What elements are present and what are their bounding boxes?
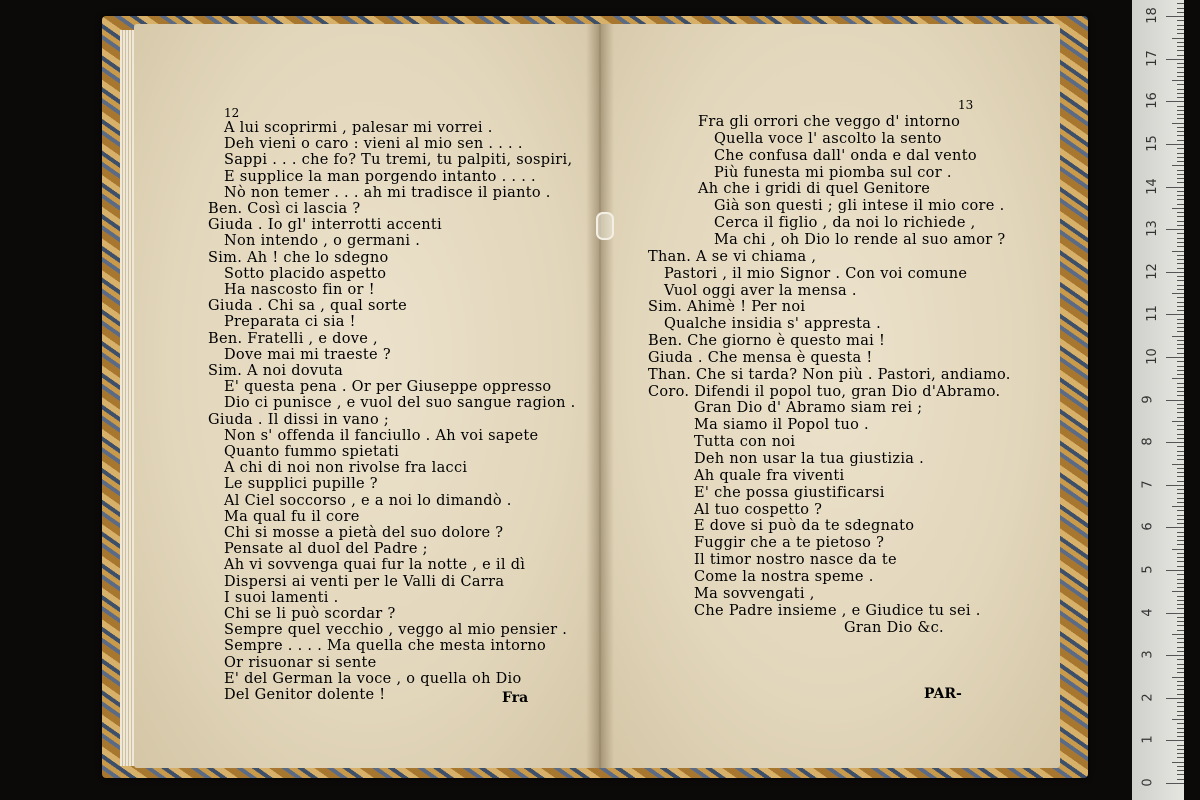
ruler-tick (1177, 638, 1184, 639)
ruler-tick (1172, 719, 1184, 720)
ruler-tick (1166, 357, 1184, 358)
ruler-tick (1177, 216, 1184, 217)
ruler-tick (1177, 374, 1184, 375)
ruler-tick (1177, 536, 1184, 537)
ruler-tick (1166, 272, 1184, 273)
ruler-tick (1177, 289, 1184, 290)
catchword-left: Fra (502, 690, 529, 706)
left-page-text-line: Preparata ci sia ! (224, 314, 356, 331)
left-page-text-line: Chi se li può scordar ? (224, 606, 396, 622)
ruler-tick (1172, 251, 1184, 252)
ruler-tick (1172, 38, 1184, 39)
ruler-label: 18 (1144, 7, 1160, 24)
ruler-tick (1177, 681, 1184, 682)
ruler-label: 13 (1144, 220, 1160, 237)
left-page-text-line: Ben. Così ci lascia ? (208, 201, 361, 217)
ruler-tick (1177, 89, 1184, 90)
left-page-text-line: Ben. Fratelli , e dove , (208, 330, 378, 347)
ruler-tick (1177, 557, 1184, 558)
ruler-tick (1177, 502, 1184, 503)
ruler-tick (1177, 383, 1184, 384)
left-page-text-line: Le supplici pupille ? (224, 476, 378, 493)
right-page-text-line: Tutta con noi (694, 434, 796, 451)
ruler-tick (1177, 391, 1184, 392)
ruler-tick (1172, 336, 1184, 337)
left-page-text-line: A lui scoprirmi , palesar mi vorrei . (224, 120, 493, 136)
ruler-tick (1177, 608, 1184, 609)
left-page-text-line: Sotto placido aspetto (224, 265, 387, 282)
right-page-text-line: Che confusa dall' onda e dal vento (714, 147, 977, 164)
ruler-tick (1177, 596, 1184, 597)
ruler-tick (1166, 16, 1184, 17)
ruler-tick (1177, 106, 1184, 107)
right-page-text-line: Deh non usar la tua giustizia . (694, 451, 925, 467)
ruler-tick (1166, 144, 1184, 145)
ruler-tick (1177, 600, 1184, 601)
ruler-tick (1177, 285, 1184, 286)
right-page-text-line: Fra gli orrori che veggo d' intorno (698, 114, 961, 130)
ruler-tick (1177, 642, 1184, 643)
ruler-tick (1177, 715, 1184, 716)
ruler-tick (1177, 20, 1184, 21)
ruler-tick (1177, 191, 1184, 192)
ruler-tick (1177, 280, 1184, 281)
ruler-label: 4 (1140, 607, 1156, 617)
right-page-text-line: Ma sovvengati , (694, 585, 815, 602)
ruler-label: 8 (1140, 437, 1156, 446)
ruler-tick (1177, 148, 1184, 149)
right-page-text-line: Giuda . Che mensa è questa ! (648, 349, 873, 366)
ruler-tick (1177, 361, 1184, 362)
left-page-text-line: Sempre quel vecchio , veggo al mio pensier . (224, 622, 568, 639)
ruler-label: 10 (1144, 348, 1160, 365)
ruler-tick (1177, 736, 1184, 737)
left-page-text-line: A chi di noi non rivolse fra lacci (224, 460, 468, 477)
ruler-tick (1172, 165, 1184, 166)
ruler-tick (1177, 161, 1184, 162)
ruler-label: 6 (1140, 522, 1156, 532)
ruler-tick (1177, 353, 1184, 354)
ruler-label: 7 (1140, 480, 1156, 489)
ruler-tick (1177, 451, 1184, 452)
left-page-text-line: Giuda . Chi sa , qual sorte (208, 298, 408, 315)
ruler-tick (1177, 225, 1184, 226)
ruler-tick (1177, 438, 1184, 439)
ruler-tick (1177, 429, 1184, 430)
ruler-tick (1177, 370, 1184, 371)
ruler-tick (1177, 348, 1184, 349)
ruler-tick (1177, 135, 1184, 136)
ruler-label: 1 (1140, 735, 1156, 745)
ruler-tick (1177, 702, 1184, 703)
ruler-tick (1177, 255, 1184, 256)
page-number-right: 13 (958, 98, 974, 112)
ruler-tick (1177, 770, 1184, 771)
ruler-tick (1177, 493, 1184, 494)
ruler-tick (1166, 570, 1184, 571)
ruler-tick (1177, 195, 1184, 196)
ruler-tick (1166, 442, 1184, 443)
left-page-text-line: Non intendo , o germani . (224, 233, 421, 250)
right-page-text-line: Vuol oggi aver la mensa . (664, 282, 857, 299)
ruler-tick (1166, 655, 1184, 656)
ruler-tick (1177, 178, 1184, 179)
left-page-text-line: Sim. A noi dovuta (208, 363, 344, 379)
ruler-tick (1177, 331, 1184, 332)
ruler-tick (1177, 306, 1184, 307)
ruler-tick (1177, 711, 1184, 712)
right-page-text-line: Fuggir che a te pietoso ? (694, 535, 885, 552)
ruler-tick (1177, 481, 1184, 482)
ruler-tick (1177, 170, 1184, 171)
ruler-tick (1177, 319, 1184, 320)
ruler-tick (1177, 753, 1184, 754)
ruler-tick (1177, 46, 1184, 47)
ruler-tick (1166, 527, 1184, 528)
ruler-tick (1177, 553, 1184, 554)
ruler-tick (1177, 182, 1184, 183)
ruler-tick (1172, 677, 1184, 678)
ruler-tick (1177, 647, 1184, 648)
ruler-tick (1177, 574, 1184, 575)
ruler-tick (1177, 757, 1184, 758)
left-page-text-line: Giuda . Il dissi in vano ; (208, 411, 390, 428)
ruler-tick (1177, 259, 1184, 260)
ruler-tick (1177, 310, 1184, 311)
ruler-tick (1166, 101, 1184, 102)
ruler-tick (1177, 489, 1184, 490)
ruler-tick (1177, 498, 1184, 499)
left-page-text-line: Giuda . Io gl' interrotti accenti (208, 217, 442, 234)
ruler-tick (1172, 421, 1184, 422)
ruler-tick (1177, 425, 1184, 426)
ruler-tick (1166, 740, 1184, 741)
ruler-tick (1177, 515, 1184, 516)
ruler-tick (1172, 293, 1184, 294)
ruler-tick (1166, 698, 1184, 699)
ruler-tick (1177, 617, 1184, 618)
ruler-tick (1177, 417, 1184, 418)
ruler-tick (1177, 221, 1184, 222)
right-page-text-line: Ma siamo il Popol tuo . (694, 417, 869, 434)
left-page-text-line: Dove mai mi traeste ? (224, 346, 391, 363)
ruler-tick (1177, 434, 1184, 435)
ruler-label: 2 (1140, 693, 1156, 702)
ruler-tick (1177, 408, 1184, 409)
ruler-tick (1177, 153, 1184, 154)
ruler-tick (1177, 523, 1184, 524)
ruler-tick (1177, 672, 1184, 673)
ruler-tick (1172, 591, 1184, 592)
ruler-tick (1177, 774, 1184, 775)
ruler-tick (1177, 323, 1184, 324)
right-page-text-line: Than. Che si tarda? Non più . Pastori, andiamo. (648, 366, 1011, 383)
ruler-tick (1177, 63, 1184, 64)
ruler-tick (1172, 80, 1184, 81)
ruler-label: 12 (1144, 263, 1160, 280)
right-page-text-line: Coro. Difendi il popol tuo, gran Dio d'Abramo. (648, 383, 1001, 400)
ruler-tick (1166, 229, 1184, 230)
ruler-tick (1177, 604, 1184, 605)
ruler-tick (1177, 779, 1184, 780)
ruler-tick (1166, 400, 1184, 401)
ruler-tick (1177, 50, 1184, 51)
measuring-ruler (1132, 0, 1184, 800)
left-page-text-line: Nò non temer . . . ah mi tradisce il pianto . (224, 184, 551, 201)
right-page-text-line: E dove si può da te sdegnato (694, 518, 915, 535)
right-page-text-line: Più funesta mi piomba sul cor . (714, 164, 952, 181)
ruler-label: 0 (1140, 778, 1156, 787)
page-number-left: 12 (224, 106, 240, 120)
ruler-tick (1177, 723, 1184, 724)
ruler-tick (1177, 621, 1184, 622)
ruler-label: 3 (1140, 650, 1156, 659)
ruler-tick (1177, 476, 1184, 477)
ruler-tick (1177, 446, 1184, 447)
right-page-text-line: Gran Dio &c. (844, 619, 944, 636)
ruler-tick (1177, 131, 1184, 132)
ruler-tick (1177, 76, 1184, 77)
ruler-tick (1177, 67, 1184, 68)
left-page-text-line: Dispersi ai venti per le Valli di Carra (224, 573, 505, 590)
right-page-text-line: Ah che i gridi di quel Genitore (698, 181, 931, 198)
ruler-tick (1177, 387, 1184, 388)
ruler-tick (1177, 302, 1184, 303)
ruler-tick (1177, 246, 1184, 247)
ruler-tick (1172, 762, 1184, 763)
ruler-tick (1177, 276, 1184, 277)
ruler-tick (1177, 366, 1184, 367)
ruler-tick (1177, 412, 1184, 413)
right-page-text-line: Che Padre insieme , e Giudice tu sei . (694, 602, 981, 619)
right-page-text-line: Pastori , il mio Signor . Con voi comune (664, 265, 968, 282)
left-page-text-line: Ah vi sovvenga quai fur la notte , e il dì (224, 557, 526, 574)
ruler-tick (1177, 327, 1184, 328)
ruler-tick (1166, 783, 1184, 784)
ruler-tick (1177, 212, 1184, 213)
ruler-tick (1177, 625, 1184, 626)
left-page-text-line: Sim. Ah ! che lo sdegno (208, 249, 389, 266)
right-page-text-line: Sim. Ahimè ! Per noi (648, 299, 806, 316)
ruler-tick (1177, 540, 1184, 541)
ruler-tick (1177, 140, 1184, 141)
ruler-tick (1177, 685, 1184, 686)
left-page-text-line: Dio ci punisce , e vuol del suo sangue ragion . (224, 395, 576, 412)
ruler-tick (1177, 84, 1184, 85)
ruler-tick (1177, 651, 1184, 652)
ruler-tick (1177, 583, 1184, 584)
ruler-tick (1177, 749, 1184, 750)
ruler-tick (1177, 544, 1184, 545)
right-page-text-line: Cerca il figlio , da noi lo richiede , (714, 215, 976, 232)
ruler-tick (1177, 395, 1184, 396)
left-page-text-line: Or risuonar si sente (224, 654, 377, 671)
ruler-tick (1177, 689, 1184, 690)
left-page-text-line: Sappi . . . che fo? Tu tremi, tu palpiti, sospiri, (224, 152, 573, 169)
ruler-tick (1177, 55, 1184, 56)
left-page-text-line: Quanto fummo spietati (224, 444, 400, 460)
ruler-tick (1177, 114, 1184, 115)
ruler-tick (1177, 297, 1184, 298)
ruler-tick (1177, 766, 1184, 767)
ruler-tick (1177, 268, 1184, 269)
left-page-text-line: Al Ciel soccorso , e a noi lo dimandò . (224, 492, 512, 509)
ruler-tick (1177, 110, 1184, 111)
left-page-text-line: Ha nascosto fin or ! (224, 282, 375, 298)
ruler-tick (1177, 519, 1184, 520)
ruler-tick (1177, 199, 1184, 200)
left-page-text-line: Chi si mosse a pietà del suo dolore ? (224, 525, 504, 541)
ruler-label: 15 (1144, 135, 1160, 152)
ruler-tick (1177, 12, 1184, 13)
ruler-tick (1177, 630, 1184, 631)
ruler-tick (1177, 706, 1184, 707)
ruler-tick (1177, 118, 1184, 119)
ruler-tick (1177, 561, 1184, 562)
ruler-tick (1177, 97, 1184, 98)
ruler-tick (1177, 93, 1184, 94)
left-page-text-line: E supplice la man porgendo intanto . . . . (224, 168, 536, 185)
right-page-text-line: Il timor nostro nasce da te (694, 552, 897, 569)
ruler-tick (1177, 404, 1184, 405)
ruler-tick (1177, 204, 1184, 205)
right-page-text-line: Al tuo cospetto ? (694, 501, 823, 518)
ruler-tick (1177, 72, 1184, 73)
ruler-label: 17 (1144, 50, 1160, 67)
binding-thread (596, 212, 614, 240)
ruler-tick (1177, 472, 1184, 473)
ruler-tick (1166, 613, 1184, 614)
ruler-tick (1177, 238, 1184, 239)
ruler-tick (1177, 468, 1184, 469)
ruler-tick (1177, 664, 1184, 665)
left-page-text-line: Sempre . . . . Ma quella che mesta intorno (224, 638, 547, 655)
ruler-tick (1177, 242, 1184, 243)
ruler-tick (1177, 42, 1184, 43)
book-gutter (586, 24, 614, 768)
ruler-tick (1177, 668, 1184, 669)
ruler-tick (1177, 233, 1184, 234)
ruler-tick (1177, 532, 1184, 533)
ruler-tick (1177, 344, 1184, 345)
ruler-tick (1166, 59, 1184, 60)
right-page-text-line: E' che possa giustificarsi (694, 484, 885, 501)
ruler-label: 11 (1144, 305, 1160, 323)
ruler-tick (1177, 455, 1184, 456)
ruler-tick (1166, 187, 1184, 188)
ruler-tick (1177, 29, 1184, 30)
left-page-text-line: I suoi lamenti . (224, 589, 339, 606)
ruler-tick (1177, 745, 1184, 746)
ruler-tick (1177, 127, 1184, 128)
ruler-tick (1177, 340, 1184, 341)
ruler-tick (1177, 579, 1184, 580)
left-page-text-line: Ma qual fu il core (224, 508, 360, 525)
ruler-tick (1166, 314, 1184, 315)
ruler-tick (1166, 485, 1184, 486)
ruler-label: 14 (1144, 177, 1160, 195)
right-page-text-line: Già son questi ; gli intese il mio core . (714, 198, 1005, 215)
right-page-text-line: Quella voce l' ascolto la sento (714, 130, 942, 147)
left-page-text-line: Pensate al duol del Padre ; (224, 541, 428, 558)
ruler-label: 16 (1144, 92, 1160, 110)
ruler-tick (1177, 25, 1184, 26)
ruler-tick (1177, 157, 1184, 158)
left-page-text-line: Non s' offenda il fanciullo . Ah voi sapete (224, 427, 539, 444)
right-page-text-line: Ah quale fra viventi (694, 467, 845, 484)
ruler-tick (1172, 549, 1184, 550)
left-page-text-line: Deh vieni o caro : vieni al mio sen . . . . (224, 136, 523, 153)
ruler-tick (1172, 123, 1184, 124)
left-page-text-line: E' del German la voce , o quella oh Dio (224, 670, 522, 687)
ruler-tick (1177, 263, 1184, 264)
ruler-tick (1177, 8, 1184, 9)
ruler-tick (1177, 659, 1184, 660)
ruler-tick (1177, 510, 1184, 511)
ruler-tick (1177, 732, 1184, 733)
ruler-tick (1177, 3, 1184, 4)
ruler-tick (1172, 634, 1184, 635)
ruler-tick (1177, 33, 1184, 34)
ruler-tick (1177, 459, 1184, 460)
right-page-text-line: Qualche insidia s' appresta . (664, 316, 881, 333)
ruler-tick (1177, 728, 1184, 729)
ruler-tick (1177, 566, 1184, 567)
left-page-text-line: E' questa pena . Or per Giuseppe oppresso (224, 379, 552, 396)
right-page-text-line: Gran Dio d' Abramo siam rei ; (694, 400, 923, 417)
ruler-tick (1177, 694, 1184, 695)
left-page-text-line: Del Genitor dolente ! (224, 687, 386, 703)
right-page-text-line: Ben. Che giorno è questo mai ! (648, 333, 886, 350)
ruler-tick (1172, 464, 1184, 465)
ruler-label: 9 (1140, 394, 1156, 404)
ruler-tick (1177, 174, 1184, 175)
ruler-tick (1172, 208, 1184, 209)
right-page-text-line: Than. A se vi chiama , (648, 248, 817, 265)
right-page-text-line: Come la nostra speme . (694, 568, 874, 585)
ruler-label: 5 (1140, 565, 1156, 574)
ruler-tick (1172, 378, 1184, 379)
ruler-tick (1177, 587, 1184, 588)
ruler-tick (1172, 506, 1184, 507)
catchword-right: PAR- (924, 686, 962, 702)
right-page-text-line: Ma chi , oh Dio lo rende al suo amor ? (714, 231, 1006, 248)
